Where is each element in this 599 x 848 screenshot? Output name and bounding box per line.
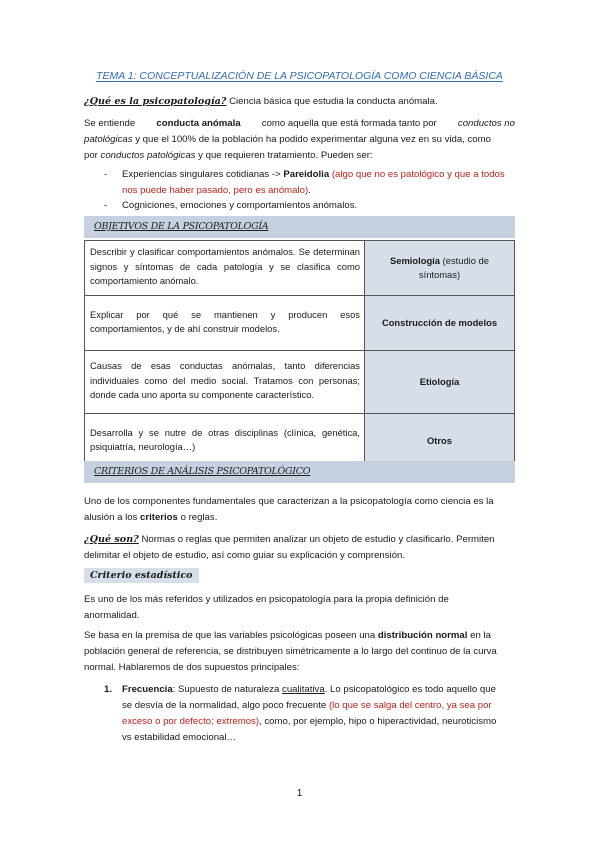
dash-bullet: - (104, 169, 108, 180)
text: : Supuesto de naturaleza (172, 684, 280, 695)
term: conductos no (457, 118, 515, 129)
objective-label (365, 241, 515, 296)
estadistico-paragraph-1 (84, 592, 515, 624)
highlight-text: (algo que no es patológico y que a todos (331, 169, 505, 180)
table-row (85, 241, 515, 296)
text: , como, por ejemplo, hipo o hiperactividad, neuroticismo (259, 716, 497, 727)
term-pareidolia: Pareidolia (283, 169, 330, 180)
text: y que requieren tratamiento. Pueden ser: (198, 150, 373, 161)
objective-desc: Causas de esas conductas anómalas, tanto diferencias individuales como del medio social. Tratamos con personas; donde cada uno aporta su componente característico. (85, 351, 365, 414)
objective-desc: Describir y clasificar comportamientos anómalos. Se determinan signos y síntomas de cada patología y se clasifica como comportamiento anómalo. (85, 241, 365, 296)
list-number: 1. (104, 684, 113, 695)
objective-label: Construcción de modelos (365, 296, 515, 351)
text: alusión a los (84, 512, 138, 523)
criterios-question-paragraph (84, 532, 515, 564)
intro-question: ¿Qué es la psicopatología? (84, 96, 227, 107)
term-criterios: criterios (140, 512, 178, 523)
label-rest: (estudio de síntomas) (418, 254, 489, 280)
text: Se entiende (84, 118, 136, 129)
intro-answer: Ciencia básica que estudia la conducta anómala. (229, 96, 438, 107)
text: o reglas. (180, 512, 218, 523)
text: normal. Hablaremos de dos supuestos principales: (84, 662, 300, 673)
subsection-criterio-estadistico: Criterio estadístico (84, 568, 199, 583)
underlined-term: cualitativa (282, 684, 325, 695)
objective-desc: Desarrolla y se nutre de otras disciplinas (clínica, genética, psiquiatría, neurología…) (85, 414, 365, 469)
text: población general de referencia, se distribuyen simétricamente a lo largo del continuo de la curva (84, 646, 497, 657)
highlight-text: (lo que se salga del centro, ya sea por (328, 700, 492, 711)
text: delimitar el objeto de estudio, así como guiar su explicación y comprensión. (84, 550, 406, 561)
text: en la (470, 630, 491, 641)
objective-label: Etiología (365, 351, 515, 414)
label-bold: Semiología (389, 254, 440, 266)
page-number: 1 (296, 788, 303, 799)
term-distribucion-normal: distribución normal (377, 630, 468, 641)
text: . Lo psicopatológico es todo aquello que (324, 684, 496, 695)
term-frecuencia: Frecuencia (122, 684, 173, 695)
term: conductos patológicas (100, 150, 196, 161)
section-header-objetivos: OBJETIVOS DE LA PSICOPATOLOGÍA (84, 216, 515, 238)
table-row (85, 296, 515, 351)
text: Cogniciones, emociones y comportamientos anómalos. (122, 200, 358, 211)
text: se desvía de la normalidad, algo poco frecuente (122, 700, 327, 711)
text: Normas o reglas que permiten analizar un objeto de estudio y clasificarlo. Permiten (141, 534, 495, 545)
highlight-text: nos puede haber pasado, pero es anómalo) (122, 185, 309, 196)
text: . (308, 185, 311, 196)
text: y que el 100% de la población ha podido experimentar alguna vez en su vida, como (135, 134, 491, 145)
objectives-table (84, 240, 515, 469)
term: patológicas (84, 134, 133, 145)
text: como aquella que está formada tanto por (261, 118, 437, 129)
estadistico-paragraph-2 (84, 628, 515, 676)
text: por (84, 150, 98, 161)
highlight-text: exceso o por defecto; extremos) (122, 716, 260, 727)
text: Se basa en la premisa de que las variables psicológicas poseen una (84, 630, 376, 641)
text: Experiencias singulares cotidianas -> (122, 169, 281, 180)
criterios-paragraph (84, 494, 515, 526)
text: vs estabilidad emocional… (122, 732, 237, 743)
definition-paragraph (84, 116, 515, 164)
numbered-item-frecuencia (0, 682, 599, 746)
objective-desc: Explicar por qué se mantienen y producen esos comportamientos, y de ahí construir modelos. (85, 296, 365, 351)
table-row (85, 351, 515, 414)
section-header-criterios: CRITERIOS DE ANÁLISIS PSICOPATOLÓGICO (84, 461, 515, 483)
bullet-item (0, 167, 599, 199)
document-title: TEMA 1: CONCEPTUALIZACIÓN DE LA PSICOPATOLOGÍA COMO CIENCIA BÁSICA (96, 70, 503, 82)
bullet-item (0, 198, 599, 214)
term-conducta-anomala: conducta anómala (156, 118, 241, 129)
text: Es uno de los más referidos y utilizados en psicopatología para la propia definición de (84, 594, 449, 605)
question-heading: ¿Qué son? (84, 534, 139, 545)
text: anormalidad. (84, 610, 140, 621)
text: Uno de los componentes fundamentales que caracterizan a la psicopatología como ciencia es la (84, 496, 494, 507)
objective-label: Otros (365, 414, 515, 469)
intro-line (84, 94, 515, 110)
dash-bullet: - (104, 200, 108, 211)
